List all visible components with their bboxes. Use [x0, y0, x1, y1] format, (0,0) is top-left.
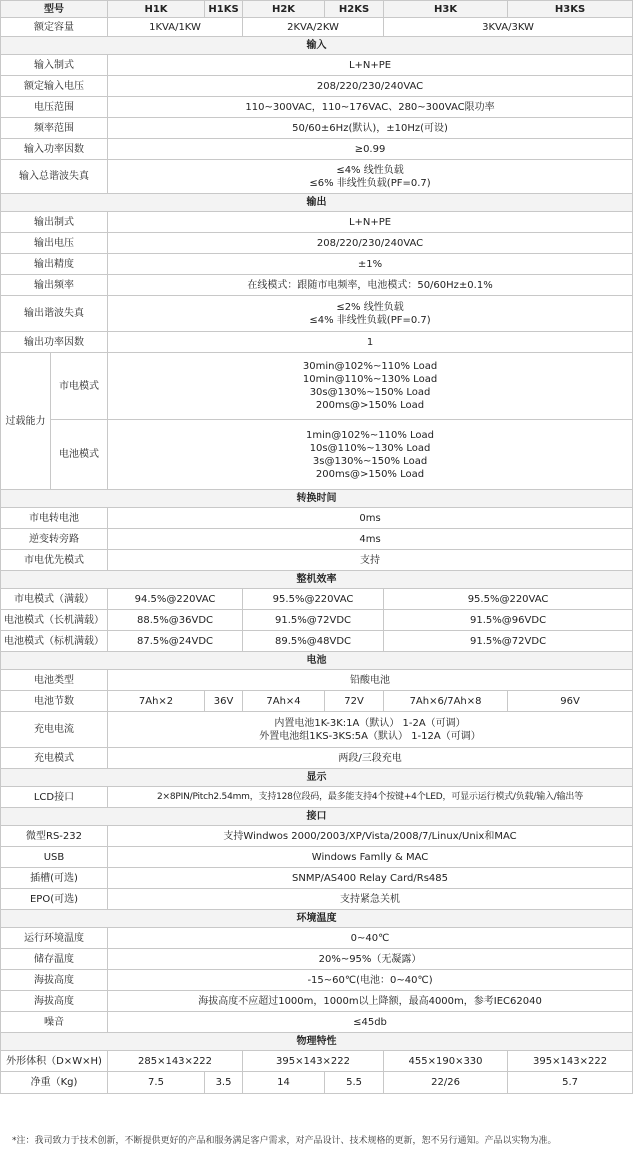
efficiency-1k: 88.5%@36VDC	[108, 610, 243, 631]
dims-cell: 455×190×330	[384, 1051, 508, 1072]
row-label: 电池模式（标机满载）	[1, 631, 108, 652]
row-value: 铅酸电池	[108, 670, 633, 691]
table-row	[1, 868, 633, 889]
row-value: 支持	[108, 550, 633, 571]
table-row	[1, 212, 633, 233]
row-value: 2×8PIN/Pitch2.54mm，支持128位段码，最多能支持4个按键+4个LED，可显示运行模式/负载/输入/输出等	[108, 787, 633, 808]
row-value: L+N+PE	[108, 55, 633, 76]
row-label: 电池类型	[1, 670, 108, 691]
efficiency-2k: 95.5%@220VAC	[243, 589, 384, 610]
table-row	[1, 970, 633, 991]
table-row	[1, 508, 633, 529]
overload-battery-values	[108, 420, 633, 490]
row-value: 0~40℃	[108, 928, 633, 949]
row-label: 输出制式	[1, 212, 108, 233]
weight-cell: 5.7	[508, 1072, 633, 1094]
row-label: 运行环境温度	[1, 928, 108, 949]
header-h3k: H3K	[384, 1, 508, 18]
value-line: ≤2% 线性负载	[336, 301, 404, 313]
row-label: 微型RS-232	[1, 826, 108, 847]
efficiency-3k: 91.5%@72VDC	[384, 631, 633, 652]
weight-cell: 22/26	[384, 1072, 508, 1094]
header-h2ks: H2KS	[325, 1, 384, 18]
row-label: 电池模式（长机满载）	[1, 610, 108, 631]
value-line: 10min@110%~130% Load	[302, 374, 438, 385]
row-value: 支持紧急关机	[108, 889, 633, 910]
capacity-row	[1, 18, 633, 37]
section-output	[1, 194, 633, 212]
row-label: 额定容量	[1, 18, 108, 37]
row-label: 输出精度	[1, 254, 108, 275]
header-h1ks: H1KS	[205, 1, 243, 18]
battery-count-cell: 7Ah×4	[243, 691, 325, 712]
table-row	[1, 118, 633, 139]
row-label: 频率范围	[1, 118, 108, 139]
row-value: SNMP/AS400 Relay Card/Rs485	[108, 868, 633, 889]
row-value: 两段/三段充电	[108, 748, 633, 769]
row-label: 输入功率因数	[1, 139, 108, 160]
table-row	[1, 296, 633, 332]
value-line: 1min@102%~110% Load	[306, 429, 434, 441]
row-label: EPO(可选)	[1, 889, 108, 910]
row-label: 输出电压	[1, 233, 108, 254]
value-line: 内置电池1K-3K:1A（默认） 1-2A（可调）	[274, 717, 466, 729]
row-label: 外形体积（D×W×H)	[1, 1051, 108, 1072]
table-row	[1, 610, 633, 631]
section-title: 电池	[1, 652, 633, 670]
table-row	[1, 691, 633, 712]
row-label: 逆变转旁路	[1, 529, 108, 550]
efficiency-3k: 91.5%@96VDC	[384, 610, 633, 631]
weight-cell: 14	[243, 1072, 325, 1094]
row-value: 支持Windwos 2000/2003/XP/Vista/2008/7/Linux/Unix和MAC	[108, 826, 633, 847]
section-title: 转换时间	[1, 490, 633, 508]
row-value: Windows Famlly & MAC	[108, 847, 633, 868]
table-row	[1, 332, 633, 353]
row-label: 电压范围	[1, 97, 108, 118]
header-model: 型号	[1, 1, 108, 18]
section-battery	[1, 652, 633, 670]
value-line: 200ms@>150% Load	[315, 468, 425, 480]
table-row	[1, 160, 633, 194]
row-value: 海拔高度不应超过1000m，1000m以上降额，最高4000m，参考IEC62040	[108, 991, 633, 1012]
header-h3ks: H3KS	[508, 1, 633, 18]
row-label: 净重（Kg)	[1, 1072, 108, 1094]
table-row	[1, 928, 633, 949]
table-row	[1, 55, 633, 76]
section-title: 输出	[1, 194, 633, 212]
table-row	[1, 787, 633, 808]
section-title: 输入	[1, 37, 633, 55]
row-label: 输出频率	[1, 275, 108, 296]
row-label: LCD接口	[1, 787, 108, 808]
table-row	[1, 748, 633, 769]
row-label: USB	[1, 847, 108, 868]
row-value: L+N+PE	[108, 212, 633, 233]
row-label: 输入制式	[1, 55, 108, 76]
section-title: 整机效率	[1, 571, 633, 589]
table-row	[1, 254, 633, 275]
row-value: ≥0.99	[108, 139, 633, 160]
header-h1k: H1K	[108, 1, 205, 18]
weight-cell: 3.5	[205, 1072, 243, 1094]
table-row	[1, 550, 633, 571]
section-interface	[1, 808, 633, 826]
row-label: 电池节数	[1, 691, 108, 712]
value-line: ≤6% 非线性负载(PF=0.7)	[309, 177, 431, 189]
row-value: 110~300VAC，110~176VAC、280~300VAC限功率	[108, 97, 633, 118]
overload-mains-values	[108, 353, 633, 420]
row-value: ±1%	[108, 254, 633, 275]
table-row	[1, 275, 633, 296]
section-title: 显示	[1, 769, 633, 787]
row-value: ≤45db	[108, 1012, 633, 1033]
table-row	[1, 889, 633, 910]
row-value	[108, 160, 633, 194]
capacity-2k: 2KVA/2KW	[243, 18, 384, 37]
table-row	[1, 353, 633, 420]
table-row	[1, 97, 633, 118]
table-row	[1, 589, 633, 610]
battery-count-cell: 7Ah×2	[108, 691, 205, 712]
row-value: -15~60℃(电池：0~40℃)	[108, 970, 633, 991]
dims-cell: 395×143×222	[508, 1051, 633, 1072]
table-row	[1, 631, 633, 652]
row-label: 充电模式	[1, 748, 108, 769]
overload-battery-label: 电池模式	[51, 420, 108, 490]
section-environment	[1, 910, 633, 928]
row-value: 4ms	[108, 529, 633, 550]
dims-cell: 395×143×222	[243, 1051, 384, 1072]
table-row	[1, 1012, 633, 1033]
value-line: 200ms@>150% Load	[315, 400, 425, 411]
row-label: 噪音	[1, 1012, 108, 1033]
header-h2k: H2K	[243, 1, 325, 18]
row-label: 储存温度	[1, 949, 108, 970]
row-label: 插槽(可选)	[1, 868, 108, 889]
efficiency-2k: 89.5%@48VDC	[243, 631, 384, 652]
value-line: 30s@130%~150% Load	[309, 387, 431, 398]
row-value: 50/60±6Hz(默认)，±10Hz(可设)	[108, 118, 633, 139]
row-label: 海拔高度	[1, 991, 108, 1012]
table-row	[1, 420, 633, 490]
table-row	[1, 712, 633, 748]
row-label: 充电电流	[1, 712, 108, 748]
row-value: 20%~95%（无凝露）	[108, 949, 633, 970]
weight-cell: 7.5	[108, 1072, 205, 1094]
row-label: 市电模式（满载）	[1, 589, 108, 610]
section-display	[1, 769, 633, 787]
value-line: 3s@130%~150% Load	[312, 455, 428, 467]
capacity-3k: 3KVA/3KW	[384, 18, 633, 37]
battery-count-cell: 72V	[325, 691, 384, 712]
battery-count-cell: 96V	[508, 691, 633, 712]
efficiency-1k: 94.5%@220VAC	[108, 589, 243, 610]
row-value: 0ms	[108, 508, 633, 529]
value-line: ≤4% 非线性负载(PF=0.7)	[309, 314, 431, 326]
value-line: 30min@102%~110% Load	[302, 361, 438, 372]
overload-label: 过载能力	[1, 353, 51, 490]
table-row	[1, 826, 633, 847]
row-label: 额定输入电压	[1, 76, 108, 97]
table-row	[1, 529, 633, 550]
capacity-1k: 1KVA/1KW	[108, 18, 243, 37]
section-title: 物理特性	[1, 1033, 633, 1051]
overload-mains-label: 市电模式	[51, 353, 108, 420]
value-line: ≤4% 线性负载	[336, 164, 404, 176]
value-line: 10s@110%~130% Load	[309, 442, 431, 454]
row-value: 在线模式：跟随市电频率，电池模式：50/60Hz±0.1%	[108, 275, 633, 296]
table-row	[1, 949, 633, 970]
table-row	[1, 1051, 633, 1072]
row-value	[108, 712, 633, 748]
table-row	[1, 670, 633, 691]
row-value	[108, 296, 633, 332]
efficiency-2k: 91.5%@72VDC	[243, 610, 384, 631]
row-label: 市电优先模式	[1, 550, 108, 571]
row-value: 208/220/230/240VAC	[108, 76, 633, 97]
row-label: 输出谐波失真	[1, 296, 108, 332]
dims-cell: 285×143×222	[108, 1051, 243, 1072]
table-row	[1, 991, 633, 1012]
row-label: 海拔高度	[1, 970, 108, 991]
header-row	[1, 1, 633, 18]
row-value: 1	[108, 332, 633, 353]
section-physical	[1, 1033, 633, 1051]
value-line: 外置电池组1KS-3KS:5A（默认） 1-12A（可调）	[259, 730, 481, 742]
row-label: 市电转电池	[1, 508, 108, 529]
battery-count-cell: 36V	[205, 691, 243, 712]
section-efficiency	[1, 571, 633, 589]
efficiency-3k: 95.5%@220VAC	[384, 589, 633, 610]
table-row	[1, 233, 633, 254]
table-row	[1, 76, 633, 97]
efficiency-1k: 87.5%@24VDC	[108, 631, 243, 652]
row-value: 208/220/230/240VAC	[108, 233, 633, 254]
weight-cell: 5.5	[325, 1072, 384, 1094]
table-row	[1, 847, 633, 868]
row-label: 输入总谐波失真	[1, 160, 108, 194]
row-label: 输出功率因数	[1, 332, 108, 353]
battery-count-cell: 7Ah×6/7Ah×8	[384, 691, 508, 712]
footnote: *注：我司致力于技术创新，不断提供更好的产品和服务满足客户需求，对产品设计、技术规格的更新，恕不另行通知。产品以实物为准。	[12, 1136, 557, 1146]
section-input	[1, 37, 633, 55]
table-row	[1, 1072, 633, 1094]
section-transfer	[1, 490, 633, 508]
section-title: 接口	[1, 808, 633, 826]
section-title: 环境温度	[1, 910, 633, 928]
table-row	[1, 139, 633, 160]
